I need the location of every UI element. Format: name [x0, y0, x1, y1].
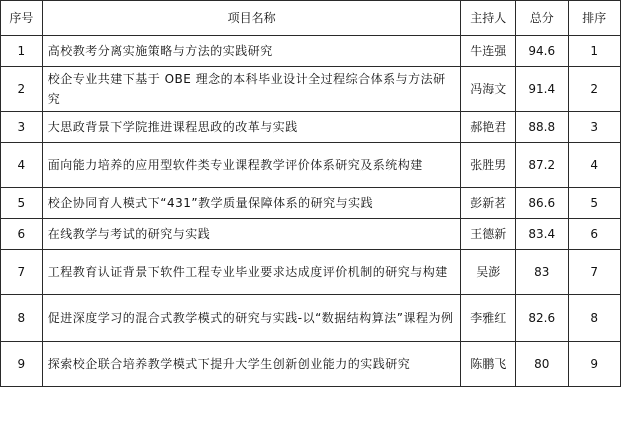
- row-rank: 4: [568, 143, 621, 188]
- row-score: 87.2: [516, 143, 568, 188]
- row-score: 82.6: [516, 295, 568, 342]
- row-name: [42, 342, 461, 387]
- table-row: [1, 342, 621, 387]
- row-name-text: 大思政背景下学院推进课程思政的改革与实践: [47, 120, 298, 134]
- header-no: 序号: [1, 1, 43, 36]
- row-score: 83.4: [516, 219, 568, 250]
- row-name-text: 面向能力培养的应用型软件类专业课程教学评价体系研究及系统构建: [47, 158, 423, 172]
- row-score: 88.8: [516, 112, 568, 143]
- row-host: 王德新: [461, 219, 516, 250]
- row-host: 彭新茗: [461, 188, 516, 219]
- row-rank: 2: [568, 67, 621, 112]
- row-rank: 5: [568, 188, 621, 219]
- row-name-text: 在线教学与考试的研究与实践: [47, 227, 211, 241]
- row-name: [42, 112, 461, 143]
- row-host: 冯海文: [461, 67, 516, 112]
- row-name-text: 校企专业共建下基于 OBE 理念的本科毕业设计全过程综合体系与方法研究: [47, 72, 446, 106]
- table-header-row: [1, 1, 621, 36]
- header-rank: 排序: [568, 1, 621, 36]
- table-row: [1, 67, 621, 112]
- row-score: 91.4: [516, 67, 568, 112]
- row-name: [42, 295, 461, 342]
- row-rank: 3: [568, 112, 621, 143]
- row-name-text: 工程教育认证背景下软件工程专业毕业要求达成度评价机制的研究与构建: [47, 265, 448, 279]
- row-host: 张胜男: [461, 143, 516, 188]
- row-name: [42, 143, 461, 188]
- row-host: 牛连强: [461, 36, 516, 67]
- row-score: 83: [516, 250, 568, 295]
- table-row: [1, 112, 621, 143]
- row-host: 陈鹏飞: [461, 342, 516, 387]
- row-name-text: 探索校企联合培养教学模式下提升大学生创新创业能力的实践研究: [47, 357, 411, 371]
- row-host: 李雅红: [461, 295, 516, 342]
- row-no: 1: [1, 36, 43, 67]
- row-score: 86.6: [516, 188, 568, 219]
- row-host: 郝艳君: [461, 112, 516, 143]
- header-score: 总分: [516, 1, 568, 36]
- row-name: [42, 219, 461, 250]
- row-no: 2: [1, 67, 43, 112]
- row-name: [42, 250, 461, 295]
- row-name: [42, 36, 461, 67]
- table-row: [1, 36, 621, 67]
- row-no: 7: [1, 250, 43, 295]
- row-score: 94.6: [516, 36, 568, 67]
- row-rank: 9: [568, 342, 621, 387]
- row-no: 9: [1, 342, 43, 387]
- row-name: [42, 188, 461, 219]
- row-name-text: 促进深度学习的混合式教学模式的研究与实践-以“数据结构算法”课程为例: [47, 311, 454, 325]
- table-row: [1, 250, 621, 295]
- table-row: [1, 295, 621, 342]
- row-name-text: 高校教考分离实施策略与方法的实践研究: [47, 44, 273, 58]
- row-rank: 1: [568, 36, 621, 67]
- row-no: 4: [1, 143, 43, 188]
- row-no: 6: [1, 219, 43, 250]
- row-score: 80: [516, 342, 568, 387]
- row-name: [42, 67, 461, 112]
- row-no: 5: [1, 188, 43, 219]
- header-name: 项目名称: [42, 1, 461, 36]
- row-rank: 7: [568, 250, 621, 295]
- header-host: 主持人: [461, 1, 516, 36]
- row-no: 8: [1, 295, 43, 342]
- row-host: 吴澎: [461, 250, 516, 295]
- row-name-text: 校企协同育人模式下“431”教学质量保障体系的研究与实践: [47, 196, 374, 210]
- table-row: [1, 219, 621, 250]
- row-rank: 6: [568, 219, 621, 250]
- table-row: [1, 188, 621, 219]
- row-no: 3: [1, 112, 43, 143]
- table-row: [1, 143, 621, 188]
- row-rank: 8: [568, 295, 621, 342]
